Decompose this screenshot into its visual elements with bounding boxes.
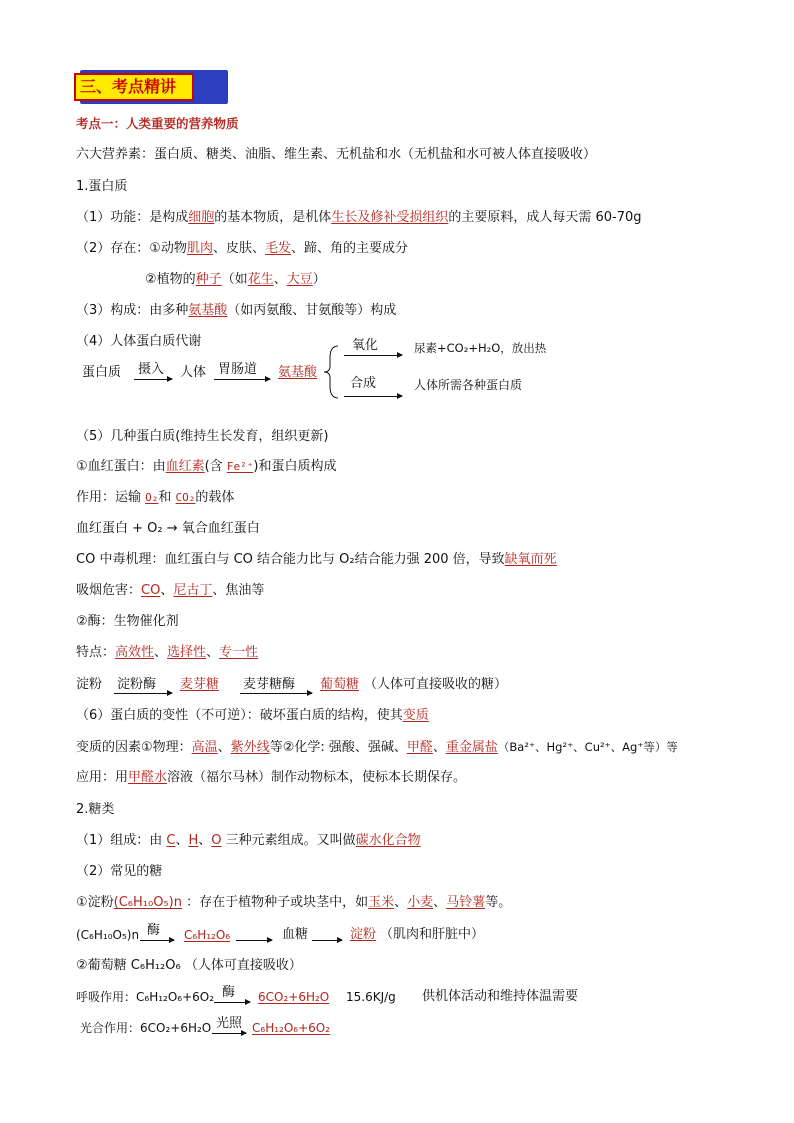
chain-note: （人体可直接吸收的糖）: [364, 677, 508, 692]
met-arrow-1: [134, 379, 172, 380]
photo-products: C₆H₁₂O₆+6O₂: [252, 1021, 331, 1035]
starch-line: ①淀粉(C₆H₁₀O₅)n ：存在于植物种子或块茎中，如玉米、小麦、马铃薯等。: [76, 895, 512, 910]
chain2-arrow-1: [140, 940, 174, 941]
met-body: 人体: [180, 365, 207, 380]
protein-function: （1）功能：是构成细胞的基本物质，是机体生长及修补受损组织的主要原料，成人每天需 60-70g: [76, 210, 642, 225]
metabolism-heading: （4）人体蛋白质代谢: [76, 334, 202, 349]
met-oxid-label: 氧化: [352, 338, 379, 353]
intro-line: 六大营养素：蛋白质、糖类、油脂、维生素、无机盐和水（无机盐和水可被人体直接吸收）: [76, 147, 597, 162]
hemoglobin-role: 作用：运输 O₂和 CO₂的载体: [76, 490, 235, 505]
protein-denaturation: （6）蛋白质的变性（不可逆）：破坏蛋白质的结构，使其变质: [76, 708, 429, 723]
met-synth-label: 合成: [350, 376, 377, 391]
chain2-glucose: C₆H₁₂O₆: [184, 928, 231, 942]
sugar-heading: 2.糖类: [76, 802, 115, 817]
protein-composition: （3）构成：由多种氨基酸（如丙氨酸、甘氨酸等）构成: [76, 303, 397, 318]
denaturation-factors: 变质的因素①物理：高温、紫外线等②化学: 强酸、强碱、甲醛、重金属盐（Ba²⁺、Hg²⁺、Cu²⁺、Ag⁺等）等: [76, 740, 678, 755]
met-protein: 蛋白质: [82, 365, 122, 380]
met-brace: [322, 344, 340, 400]
resp-left: 呼吸作用：C₆H₁₂O₆+6O₂: [76, 990, 215, 1004]
oxyhemoglobin-eq: 血红蛋白 + O₂ → 氧合血红蛋白: [76, 521, 260, 536]
met-product-1: 尿素+CO₂+H₂O，放出热: [414, 341, 547, 355]
resp-purpose: 供机体活动和维持体温需要: [422, 989, 579, 1004]
photo-arrow: [212, 1033, 246, 1034]
kp1-title: 考点一：人类重要的营养物质: [76, 116, 239, 131]
chain-glucose: 葡萄糖: [320, 677, 360, 692]
chain2-enzyme: 酶: [147, 923, 161, 938]
chain2-starch: (C₆H₁₀O₅)n: [76, 928, 140, 942]
protein-location: （2）存在：①动物肌肉、皮肤、毛发、蹄、角的主要成分: [76, 241, 408, 256]
chain2-arrow-2: [236, 940, 272, 941]
resp-arrow: [214, 1002, 250, 1003]
chain2-note: （肌肉和肝脏中）: [380, 927, 485, 942]
chain-amylase: 淀粉酶: [117, 677, 157, 692]
smoking-harm: 吸烟危害：CO、尼古丁、焦油等: [76, 583, 265, 598]
met-arrow-2: [214, 379, 270, 380]
chain2-arrow-3: [312, 940, 342, 941]
chain-maltose: 麦芽糖: [180, 677, 220, 692]
enzyme: ②酶：生物催化剂: [76, 614, 179, 629]
enzyme-features: 特点：高效性、选择性、专一性: [76, 645, 259, 660]
met-arrow-oxid: [344, 355, 402, 356]
chain-maltase: 麦芽糖酶: [243, 677, 296, 692]
resp-enzyme: 酶: [222, 985, 236, 1000]
chain2-blood-sugar: 血糖: [282, 927, 309, 942]
met-gut-label: 胃肠道: [218, 362, 258, 377]
met-amino: 氨基酸: [278, 365, 318, 380]
protein-plant: ②植物的种子（如花生、大豆）: [145, 272, 326, 287]
resp-energy: 15.6KJ/g: [346, 990, 396, 1004]
section-banner: [74, 70, 226, 104]
common-sugars: （2）常见的糖: [76, 864, 163, 879]
photo-left: 光合作用：6CO₂+6H₂O: [80, 1021, 212, 1035]
co-poisoning: CO 中毒机理：血红蛋白与 CO 结合能力比与 O₂结合能力强 200 倍，导致缺氧而死: [76, 552, 557, 567]
photo-light: 光照: [216, 1016, 243, 1031]
section-title: 三、考点精讲: [74, 73, 194, 101]
met-product-2: 人体所需各种蛋白质: [414, 378, 523, 392]
formalin-application: 应用：用甲醛水溶液（福尔马林）制作动物标本，使标本长期保存。: [76, 770, 467, 785]
resp-products: 6CO₂+6H₂O: [258, 990, 330, 1004]
chain-starch: 淀粉: [76, 677, 103, 692]
hemoglobin: ①血红蛋白：由血红素(含 Fe²⁺)和蛋白质构成: [76, 459, 337, 474]
chain2-glycogen: 淀粉: [350, 927, 377, 942]
met-arrow-synth: [344, 396, 402, 397]
glucose-line: ②葡萄糖 C₆H₁₂O₆ （人体可直接吸收）: [76, 958, 302, 973]
protein-heading: 1.蛋白质: [76, 179, 128, 194]
chain-arrow-1: [114, 693, 172, 694]
chain-arrow-2: [240, 693, 312, 694]
protein-types: （5）几种蛋白质(维持生长发育，组织更新): [76, 429, 329, 444]
met-ingest-label: 摄入: [138, 362, 165, 377]
sugar-composition: （1）组成：由 C、H、O 三种元素组成。又叫做碳水化合物: [76, 833, 421, 848]
